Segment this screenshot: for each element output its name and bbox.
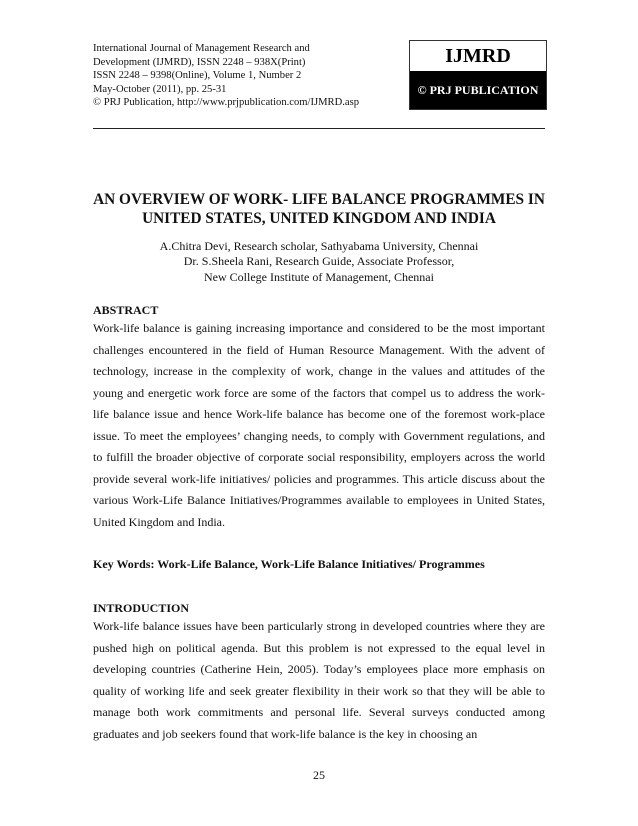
journal-info-line: May-October (2011), pp. 25-31 bbox=[93, 83, 227, 95]
introduction-section bbox=[93, 600, 545, 745]
journal-info-line: International Journal of Management Research and bbox=[93, 43, 310, 54]
header-divider bbox=[93, 128, 545, 129]
abstract-section bbox=[93, 302, 545, 533]
author-line: A.Chitra Devi, Research scholar, Sathyabama University, Chennai bbox=[159, 239, 479, 253]
journal-logo bbox=[409, 40, 547, 110]
journal-info bbox=[93, 42, 393, 110]
keywords: Key Words: Work-Life Balance, Work-Life Balance Initiatives/ Programmes bbox=[93, 557, 485, 571]
journal-info-line: ISSN 2248 – 9398(Online), Volume 1, Number 2 bbox=[93, 70, 302, 82]
page-number: 25 bbox=[313, 768, 325, 782]
author-line: Dr. S.Sheela Rani, Research Guide, Associate Professor, bbox=[183, 254, 455, 269]
introduction-text: Work-life balance issues have been particularly strong in developed countries where they are pushed high on political agenda. But this problem is not expressed to the equal level in developing countries (Catherine Hein, 2005). Today’s employees place more emphasis on quality of working life and seek greater flexibility in their work so that they will be able to manage both work commitments and personal life. Several surveys conducted among graduates and job seekers found that work-life balance is the key in choosing an bbox=[93, 619, 545, 741]
journal-info-line: Development (IJMRD), ISSN 2248 – 938X(Print) bbox=[93, 56, 306, 68]
title-line: UNITED STATES, UNITED KINGDOM AND INDIA bbox=[142, 210, 496, 227]
abstract-heading: ABSTRACT bbox=[93, 303, 159, 317]
author-block bbox=[93, 239, 545, 285]
title-line: AN OVERVIEW OF WORK- LIFE BALANCE PROGRAMMES IN bbox=[93, 191, 545, 208]
journal-info-line: © PRJ Publication, http://www.prjpublication.com/IJMRD.asp bbox=[93, 97, 360, 109]
paper-title bbox=[93, 190, 545, 228]
introduction-heading: INTRODUCTION bbox=[93, 601, 190, 615]
logo-title: IJMRD bbox=[410, 41, 546, 71]
abstract-text: Work-life balance is gaining increasing importance and considered to be the most important challenges encountered in the field of Human Resource Management. With the advent of technology, increase in the complexity of work, change in the values and attitudes of the young and energetic work force are some of the factors that compel us to address the work-life balance issue and hence Work-life balance has become one of the foremost work-place issue. To meet the employees’ changing needs, to comply with Government regulations, and to fulfill the broader objective of corporate social responsibility, employers across the world provide several work-life initiatives/ policies and programmes. This article discuss about the various Work-Life Balance Initiatives/Programmes available to employees in United States, United Kingdom and India. bbox=[93, 321, 545, 529]
author-line: New College Institute of Management, Chennai bbox=[204, 269, 434, 284]
logo-publisher: © PRJ PUBLICATION bbox=[410, 71, 546, 109]
